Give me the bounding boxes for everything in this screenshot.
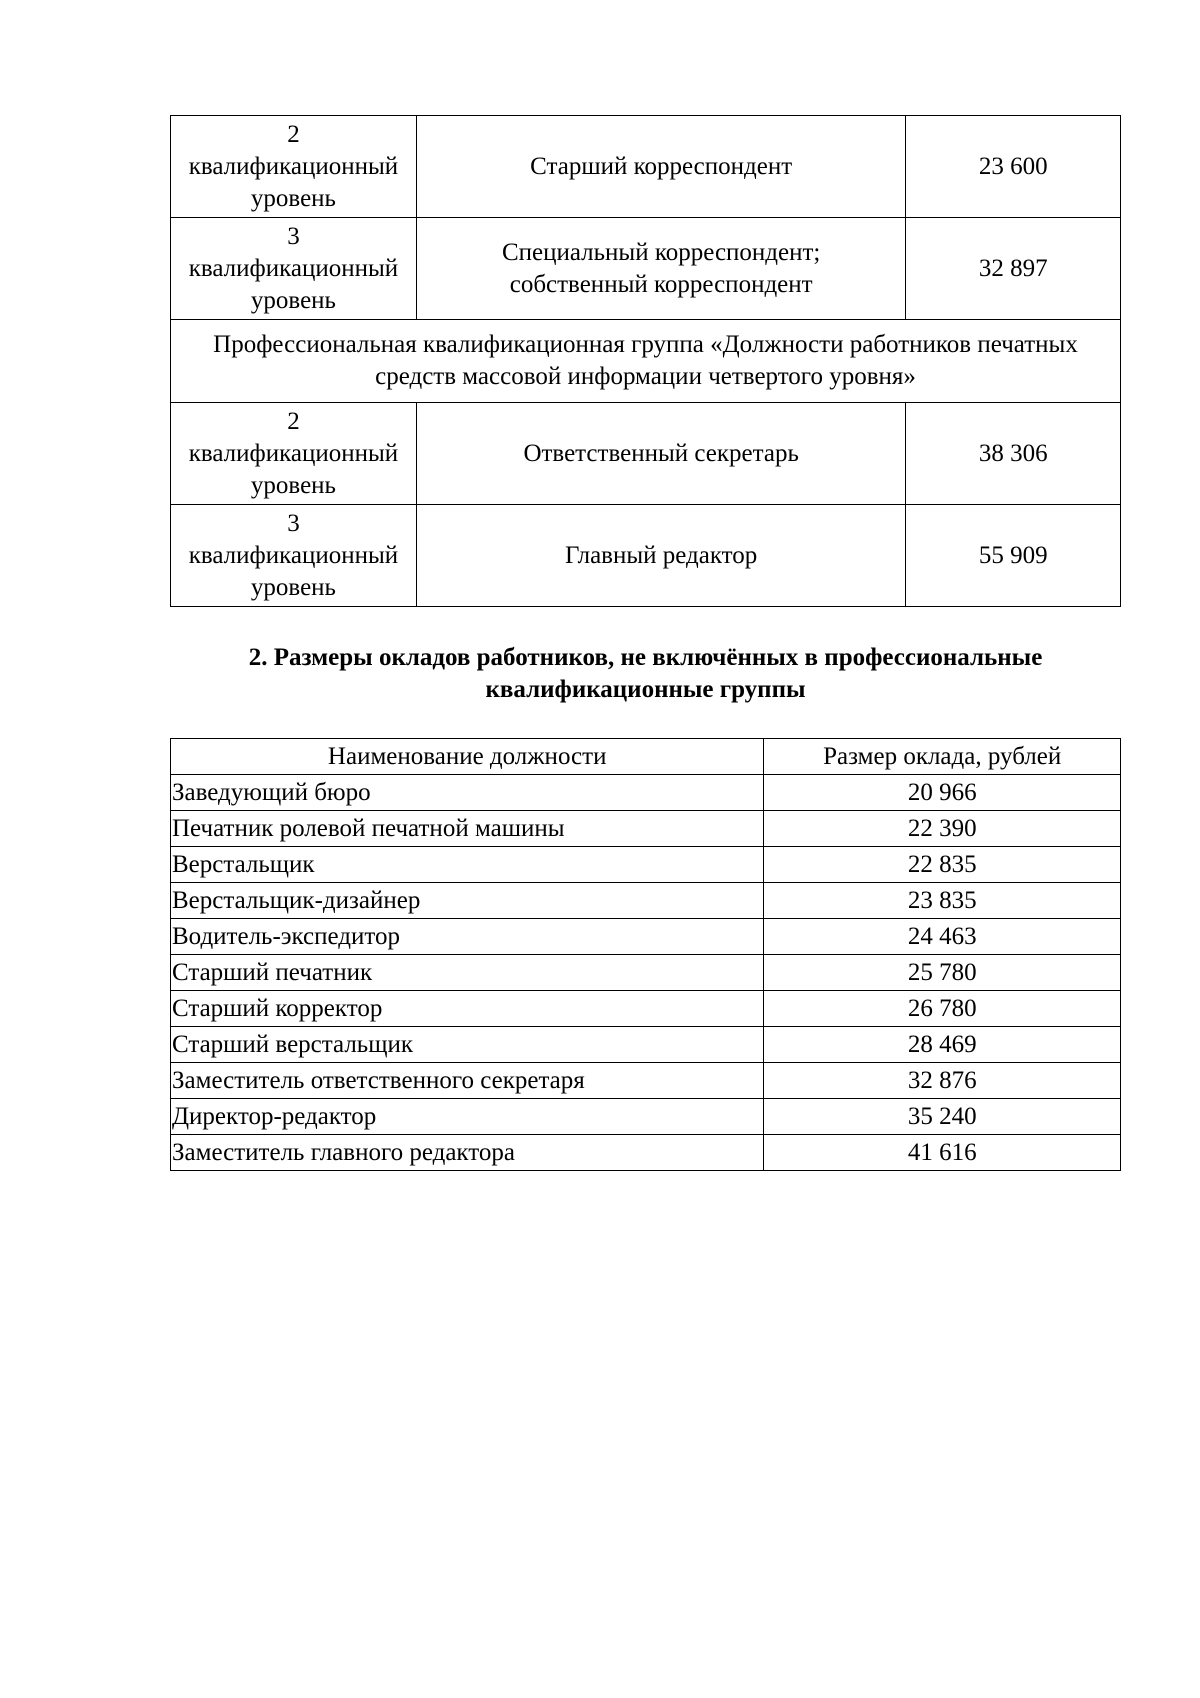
group-header-row <box>171 320 1121 403</box>
qualification-level-cell <box>171 403 417 505</box>
table-row <box>171 1063 1121 1099</box>
salary-cell: 38 306 <box>906 403 1121 505</box>
table-row <box>171 1135 1121 1171</box>
salary-value: 28 469 <box>764 1027 1121 1063</box>
table-row <box>171 991 1121 1027</box>
position-text: Специальный корреспондент; собственный корреспондент <box>501 238 821 298</box>
position-name: Заместитель главного редактора <box>171 1135 764 1171</box>
salary-cell: 32 897 <box>906 218 1121 320</box>
position-name: Директор-редактор <box>171 1099 764 1135</box>
qualification-level-cell <box>171 505 417 607</box>
level-number: 2 <box>287 407 300 435</box>
salary-value: 32 876 <box>764 1063 1121 1099</box>
level-tail: уровень <box>250 184 336 212</box>
table-row <box>171 919 1121 955</box>
salary-cell: 55 909 <box>906 505 1121 607</box>
position-name: Верстальщик <box>171 847 764 883</box>
table-row <box>171 955 1121 991</box>
table-header-row <box>171 739 1121 775</box>
table-row <box>171 218 1121 320</box>
table-row <box>171 1027 1121 1063</box>
table-row <box>171 883 1121 919</box>
salary-cell: 23 600 <box>906 116 1121 218</box>
position-name: Старший печатник <box>171 955 764 991</box>
qualification-level-cell <box>171 218 417 320</box>
position-cell <box>416 218 906 320</box>
group-title: Профессиональная квалификационная группа «Должности работников печатных средств массовой информации четвертого уровня» <box>213 331 1078 390</box>
level-word: квалификационный <box>188 439 399 467</box>
column-header-position: Наименование должности <box>171 739 764 775</box>
salary-value: 41 616 <box>764 1135 1121 1171</box>
table-row <box>171 811 1121 847</box>
position-name: Водитель-экспедитор <box>171 919 764 955</box>
salaries-table <box>170 738 1121 1171</box>
position-name: Верстальщик-дизайнер <box>171 883 764 919</box>
level-number: 3 <box>287 222 300 250</box>
salary-value: 23 835 <box>764 883 1121 919</box>
salary-value: 22 390 <box>764 811 1121 847</box>
qualification-level-cell <box>171 116 417 218</box>
position-name: Старший верстальщик <box>171 1027 764 1063</box>
position-name: Заместитель ответственного секретаря <box>171 1063 764 1099</box>
level-tail: уровень <box>250 286 336 314</box>
position-cell: Старший корреспондент <box>416 116 906 218</box>
salary-value: 24 463 <box>764 919 1121 955</box>
level-tail: уровень <box>250 471 336 499</box>
salary-value: 26 780 <box>764 991 1121 1027</box>
salary-value: 20 966 <box>764 775 1121 811</box>
table-row <box>171 1099 1121 1135</box>
table-row <box>171 505 1121 607</box>
table-row <box>171 116 1121 218</box>
column-header-salary: Размер оклада, рублей <box>764 739 1121 775</box>
section-title: 2. Размеры окладов работников, не включённых в профессиональные квалификационные группы <box>248 644 1043 703</box>
level-word: квалификационный <box>188 254 399 282</box>
level-tail: уровень <box>250 573 336 601</box>
table-row <box>171 775 1121 811</box>
level-number: 2 <box>287 120 300 148</box>
position-name: Печатник ролевой печатной машины <box>171 811 764 847</box>
level-word: квалификационный <box>188 152 399 180</box>
position-cell: Главный редактор <box>416 505 906 607</box>
table-row <box>171 403 1121 505</box>
level-word: квалификационный <box>188 541 399 569</box>
level-number: 3 <box>287 509 300 537</box>
salary-value: 25 780 <box>764 955 1121 991</box>
group-title-cell <box>171 320 1121 403</box>
position-name: Старший корректор <box>171 991 764 1027</box>
table-row <box>171 847 1121 883</box>
position-name: Заведующий бюро <box>171 775 764 811</box>
qualification-levels-table <box>170 115 1121 607</box>
salary-value: 35 240 <box>764 1099 1121 1135</box>
salary-value: 22 835 <box>764 847 1121 883</box>
position-cell: Ответственный секретарь <box>416 403 906 505</box>
